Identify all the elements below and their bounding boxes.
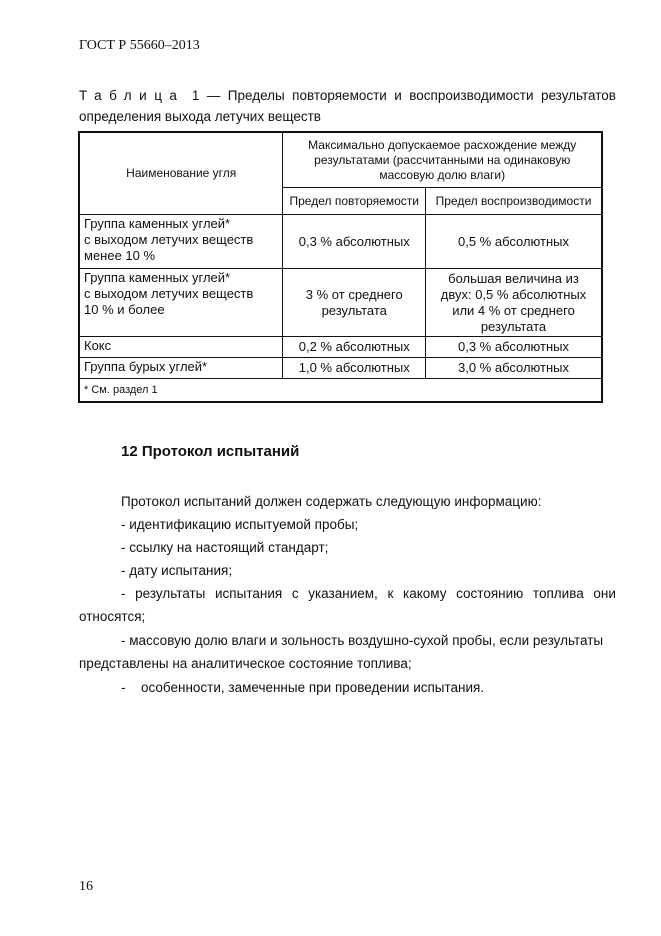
volatile-matter-limits-table <box>78 131 603 403</box>
protocol-intro: Протокол испытаний должен содержать следующую информацию: <box>121 494 542 509</box>
reproducibility-cell: большая величина из двух: 0,5 % абсолютных или 4 % от среднего результата <box>426 269 602 337</box>
list-item: особенности, замеченные при проведении испытания. <box>141 680 485 695</box>
caption-word: и <box>394 88 402 103</box>
repeatability-cell: 0,2 % абсолютных <box>283 337 426 358</box>
table-caption <box>79 85 616 127</box>
list-item: - ссылку на настоящий стандарт; <box>121 540 329 555</box>
caption-label: Таблица <box>79 88 185 103</box>
table-row <box>79 337 602 358</box>
caption-dash: — <box>206 88 221 103</box>
list-item: - дату испытания; <box>121 563 233 578</box>
list-item-continuation: относятся; <box>79 609 146 624</box>
list-item: - массовую долю влаги и зольность воздушно-сухой пробы, если результаты <box>121 633 604 648</box>
list-item <box>121 583 616 604</box>
caption-word: повторяемости <box>292 88 387 103</box>
repeatability-cell: 0,3 % абсолютных <box>283 215 426 269</box>
list-item: - идентификацию испытуемой пробы; <box>121 517 359 532</box>
list-item-continuation: представлены на аналитическое состояние топлива; <box>79 656 412 671</box>
list-item-line: - результаты испытания с указанием, к какому состоянию топлива они <box>121 586 616 601</box>
coal-name-cell: Кокс <box>79 337 283 358</box>
caption-line-1 <box>79 85 616 106</box>
reproducibility-cell: 0,5 % абсолютных <box>426 215 602 269</box>
table-header-row <box>79 132 602 188</box>
document-header: ГОСТ Р 55660–2013 <box>79 38 200 53</box>
caption-word: результатов <box>540 88 616 103</box>
table-row <box>79 269 602 337</box>
column-header-coal-name: Наименование угля <box>79 132 283 215</box>
caption-word: Пределы <box>227 88 285 103</box>
column-header-reproducibility: Предел воспроизводимости <box>426 188 602 215</box>
table-row <box>79 215 602 269</box>
coal-name-cell: Группа каменных углей* с выходом летучих веществ 10 % и более <box>79 269 283 337</box>
table-footnote-row <box>79 379 602 403</box>
repeatability-cell: 1,0 % абсолютных <box>283 358 426 379</box>
table-row <box>79 358 602 379</box>
list-item-dash: - <box>121 680 126 695</box>
coal-name-cell: Группа бурых углей* <box>79 358 283 379</box>
column-header-repeatability: Предел повторяемости <box>283 188 426 215</box>
column-group-header: Максимально допускаемое расхождение между результатами (рассчитанными на одинаковую массовую долю влаги) <box>283 132 602 188</box>
repeatability-cell: 3 % от среднего результата <box>283 269 426 337</box>
page-number: 16 <box>79 879 93 894</box>
reproducibility-cell: 3,0 % абсолютных <box>426 358 602 379</box>
caption-number: 1 <box>191 88 200 103</box>
caption-word: воспроизводимости <box>409 88 534 103</box>
table-footnote: * См. раздел 1 <box>79 379 602 403</box>
caption-line-2: определения выхода летучих веществ <box>79 109 321 124</box>
coal-name-cell: Группа каменных углей* с выходом летучих веществ менее 10 % <box>79 215 283 269</box>
section-title: 12 Протокол испытаний <box>121 443 300 460</box>
reproducibility-cell: 0,3 % абсолютных <box>426 337 602 358</box>
